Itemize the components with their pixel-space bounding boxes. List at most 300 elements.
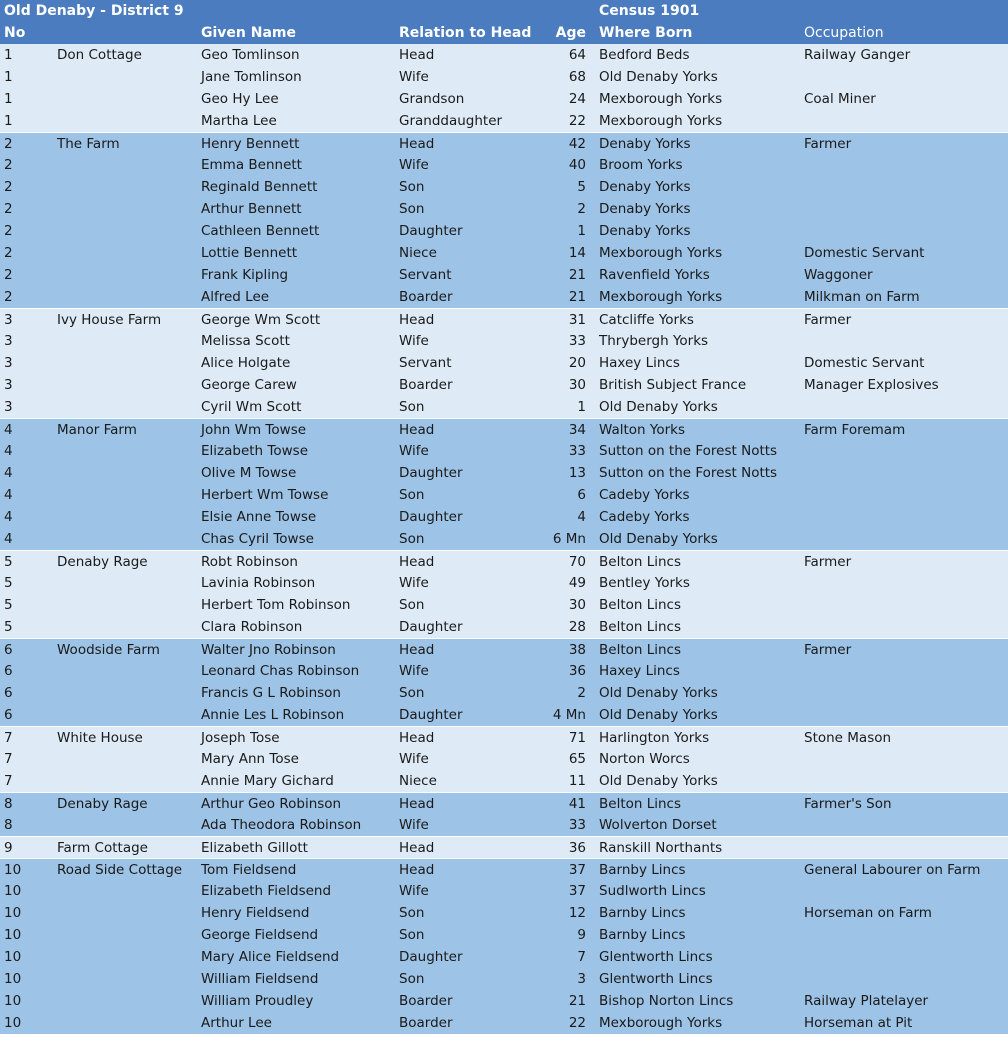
- cell-given-name: Elizabeth Gillott: [201, 840, 308, 856]
- table-row: [0, 726, 1008, 748]
- cell-house: Farm Cottage: [57, 840, 148, 856]
- cell-given-name: Mary Alice Fieldsend: [201, 949, 340, 965]
- cell-relation: Head: [399, 862, 435, 878]
- table-row: [0, 44, 1008, 66]
- cell-given-name: George Wm Scott: [201, 312, 321, 328]
- cell-age: 64: [568, 47, 586, 63]
- cell-given-name: Henry Bennett: [201, 136, 300, 152]
- table-row: [0, 770, 1008, 792]
- cell-where-born: Old Denaby Yorks: [599, 399, 718, 415]
- cell-where-born: Belton Lincs: [599, 796, 682, 812]
- table-row: [0, 176, 1008, 198]
- cell-given-name: Francis G L Robinson: [201, 685, 341, 701]
- cell-no: 7: [4, 730, 13, 746]
- header-no: No: [4, 25, 26, 41]
- cell-given-name: Arthur Geo Robinson: [201, 796, 342, 812]
- table-row: [0, 132, 1008, 154]
- cell-relation: Granddaughter: [399, 113, 503, 129]
- cell-occupation: Horseman on Farm: [804, 905, 932, 921]
- cell-age: 36: [568, 840, 586, 856]
- cell-no: 7: [4, 751, 13, 767]
- table-row: [0, 286, 1008, 308]
- census-rows: [0, 44, 1008, 1034]
- cell-no: 1: [4, 69, 13, 85]
- cell-where-born: Harlington Yorks: [599, 730, 710, 746]
- cell-occupation: Stone Mason: [804, 730, 892, 746]
- cell-no: 6: [4, 685, 13, 701]
- cell-given-name: George Carew: [201, 377, 297, 393]
- cell-house: Denaby Rage: [57, 796, 148, 812]
- cell-no: 2: [4, 223, 13, 239]
- cell-relation: Boarder: [399, 1015, 453, 1031]
- cell-given-name: Herbert Tom Robinson: [201, 597, 351, 613]
- cell-occupation: Farmer: [804, 642, 852, 658]
- cell-age: 5: [577, 179, 586, 195]
- cell-where-born: Belton Lincs: [599, 619, 682, 635]
- cell-relation: Daughter: [399, 619, 463, 635]
- cell-given-name: Annie Les L Robinson: [201, 707, 345, 723]
- table-row: [0, 308, 1008, 330]
- cell-age: 71: [568, 730, 586, 746]
- table-row: [0, 88, 1008, 110]
- cell-where-born: Mexborough Yorks: [599, 289, 723, 305]
- table-row: [0, 836, 1008, 858]
- cell-given-name: Lavinia Robinson: [201, 575, 316, 591]
- cell-house: Woodside Farm: [57, 642, 160, 658]
- cell-given-name: Elsie Anne Towse: [201, 509, 317, 525]
- cell-where-born: Barnby Lincs: [599, 905, 686, 921]
- cell-where-born: Denaby Yorks: [599, 136, 691, 152]
- cell-where-born: Mexborough Yorks: [599, 245, 723, 261]
- cell-relation: Boarder: [399, 289, 453, 305]
- cell-relation: Head: [399, 730, 435, 746]
- cell-relation: Head: [399, 47, 435, 63]
- cell-relation: Wife: [399, 157, 429, 173]
- cell-house: The Farm: [57, 136, 120, 152]
- cell-given-name: Robt Robinson: [201, 554, 298, 570]
- cell-where-born: Barnby Lincs: [599, 927, 686, 943]
- cell-age: 28: [568, 619, 586, 635]
- cell-no: 2: [4, 267, 13, 283]
- cell-age: 37: [568, 883, 586, 899]
- cell-where-born: Cadeby Yorks: [599, 487, 690, 503]
- table-row: [0, 242, 1008, 264]
- cell-no: 8: [4, 817, 13, 833]
- cell-where-born: Ravenfield Yorks: [599, 267, 710, 283]
- table-row: [0, 66, 1008, 88]
- cell-age: 21: [568, 267, 586, 283]
- cell-relation: Wife: [399, 443, 429, 459]
- table-row: [0, 352, 1008, 374]
- cell-age: 4 Mn: [552, 707, 586, 723]
- cell-occupation: Farmer's Son: [804, 796, 892, 812]
- cell-age: 36: [568, 663, 586, 679]
- cell-relation: Son: [399, 487, 425, 503]
- cell-no: 10: [4, 949, 22, 965]
- cell-age: 70: [568, 554, 586, 570]
- cell-relation: Son: [399, 685, 425, 701]
- cell-occupation: Coal Miner: [804, 91, 876, 107]
- cell-occupation: Farm Foremam: [804, 422, 906, 438]
- cell-given-name: William Fieldsend: [201, 971, 319, 987]
- cell-age: 14: [568, 245, 586, 261]
- cell-given-name: Herbert Wm Towse: [201, 487, 329, 503]
- table-row: [0, 396, 1008, 418]
- cell-relation: Head: [399, 312, 435, 328]
- cell-age: 40: [568, 157, 586, 173]
- cell-relation: Niece: [399, 245, 437, 261]
- cell-age: 1: [577, 399, 586, 415]
- cell-given-name: William Proudley: [201, 993, 314, 1009]
- cell-relation: Son: [399, 927, 425, 943]
- cell-given-name: Cyril Wm Scott: [201, 399, 302, 415]
- cell-age: 34: [568, 422, 586, 438]
- cell-where-born: Old Denaby Yorks: [599, 69, 718, 85]
- cell-no: 10: [4, 993, 22, 1009]
- cell-where-born: Catcliffe Yorks: [599, 312, 694, 328]
- header-where-born: Where Born: [599, 25, 693, 41]
- table-row: [0, 198, 1008, 220]
- table-row: [0, 462, 1008, 484]
- cell-where-born: Sudlworth Lincs: [599, 883, 706, 899]
- cell-occupation: Milkman on Farm: [804, 289, 920, 305]
- cell-occupation: Railway Platelayer: [804, 993, 929, 1009]
- cell-given-name: Elizabeth Towse: [201, 443, 308, 459]
- cell-no: 2: [4, 289, 13, 305]
- cell-age: 21: [568, 289, 586, 305]
- header-occupation: Occupation: [804, 25, 884, 41]
- cell-house: Don Cottage: [57, 47, 142, 63]
- cell-age: 20: [568, 355, 586, 371]
- cell-relation: Wife: [399, 883, 429, 899]
- cell-given-name: Geo Tomlinson: [201, 47, 300, 63]
- table-row: [0, 968, 1008, 990]
- cell-no: 7: [4, 773, 13, 789]
- cell-where-born: Wolverton Dorset: [599, 817, 717, 833]
- cell-where-born: Haxey Lincs: [599, 355, 680, 371]
- cell-no: 10: [4, 905, 22, 921]
- cell-age: 7: [577, 949, 586, 965]
- cell-age: 2: [577, 201, 586, 217]
- cell-where-born: Ranskill Northants: [599, 840, 723, 856]
- cell-house: White House: [57, 730, 143, 746]
- cell-no: 3: [4, 377, 13, 393]
- cell-given-name: Olive M Towse: [201, 465, 297, 481]
- cell-where-born: Glentworth Lincs: [599, 971, 713, 987]
- cell-relation: Head: [399, 840, 435, 856]
- table-row: [0, 616, 1008, 638]
- cell-no: 4: [4, 487, 13, 503]
- cell-where-born: Denaby Yorks: [599, 179, 691, 195]
- cell-relation: Niece: [399, 773, 437, 789]
- cell-given-name: Melissa Scott: [201, 333, 290, 349]
- cell-given-name: Joseph Tose: [201, 730, 280, 746]
- cell-age: 22: [568, 1015, 586, 1031]
- cell-no: 1: [4, 113, 13, 129]
- cell-given-name: Ada Theodora Robinson: [201, 817, 362, 833]
- cell-house: Ivy House Farm: [57, 312, 162, 328]
- cell-relation: Boarder: [399, 377, 453, 393]
- cell-house: Manor Farm: [57, 422, 137, 438]
- table-row: [0, 792, 1008, 814]
- table-row: [0, 880, 1008, 902]
- cell-relation: Wife: [399, 751, 429, 767]
- cell-relation: Servant: [399, 355, 452, 371]
- cell-occupation: Farmer: [804, 554, 852, 570]
- cell-given-name: George Fieldsend: [201, 927, 319, 943]
- cell-where-born: Old Denaby Yorks: [599, 685, 718, 701]
- cell-given-name: Mary Ann Tose: [201, 751, 299, 767]
- cell-where-born: Old Denaby Yorks: [599, 531, 718, 547]
- cell-age: 31: [568, 312, 586, 328]
- cell-age: 24: [568, 91, 586, 107]
- table-row: [0, 264, 1008, 286]
- cell-relation: Wife: [399, 817, 429, 833]
- cell-age: 6 Mn: [552, 531, 586, 547]
- cell-where-born: Haxey Lincs: [599, 663, 680, 679]
- cell-relation: Daughter: [399, 509, 463, 525]
- cell-relation: Wife: [399, 333, 429, 349]
- cell-given-name: Alice Holgate: [201, 355, 291, 371]
- cell-where-born: Belton Lincs: [599, 554, 682, 570]
- table-row: [0, 924, 1008, 946]
- table-row: [0, 330, 1008, 352]
- cell-no: 2: [4, 136, 13, 152]
- cell-no: 5: [4, 575, 13, 591]
- cell-given-name: Annie Mary Gichard: [201, 773, 334, 789]
- cell-given-name: Elizabeth Fieldsend: [201, 883, 332, 899]
- cell-occupation: Domestic Servant: [804, 245, 925, 261]
- cell-relation: Son: [399, 597, 425, 613]
- table-row: [0, 814, 1008, 836]
- cell-where-born: Belton Lincs: [599, 642, 682, 658]
- cell-no: 4: [4, 465, 13, 481]
- cell-occupation: Farmer: [804, 136, 852, 152]
- table-row: [0, 660, 1008, 682]
- table-row: [0, 902, 1008, 924]
- cell-relation: Son: [399, 399, 425, 415]
- cell-no: 1: [4, 47, 13, 63]
- cell-where-born: Sutton on the Forest Notts: [599, 465, 778, 481]
- table-row: [0, 154, 1008, 176]
- cell-where-born: Thrybergh Yorks: [599, 333, 709, 349]
- cell-relation: Head: [399, 422, 435, 438]
- cell-where-born: British Subject France: [599, 377, 747, 393]
- cell-age: 33: [568, 333, 586, 349]
- cell-where-born: Old Denaby Yorks: [599, 773, 718, 789]
- cell-house: Denaby Rage: [57, 554, 148, 570]
- cell-no: 3: [4, 399, 13, 415]
- cell-age: 9: [577, 927, 586, 943]
- table-row: [0, 220, 1008, 242]
- table-row: [0, 638, 1008, 660]
- cell-age: 22: [568, 113, 586, 129]
- cell-where-born: Glentworth Lincs: [599, 949, 713, 965]
- cell-given-name: Reginald Bennett: [201, 179, 318, 195]
- cell-age: 42: [568, 136, 586, 152]
- cell-given-name: Lottie Bennett: [201, 245, 298, 261]
- cell-no: 5: [4, 554, 13, 570]
- cell-age: 65: [568, 751, 586, 767]
- cell-no: 1: [4, 91, 13, 107]
- cell-where-born: Bentley Yorks: [599, 575, 690, 591]
- cell-relation: Son: [399, 531, 425, 547]
- header-given-name: Given Name: [201, 25, 296, 41]
- cell-age: 3: [577, 971, 586, 987]
- cell-where-born: Mexborough Yorks: [599, 1015, 723, 1031]
- cell-given-name: Geo Hy Lee: [201, 91, 279, 107]
- table-row: [0, 418, 1008, 440]
- cell-age: 1: [577, 223, 586, 239]
- cell-relation: Servant: [399, 267, 452, 283]
- table-row: [0, 946, 1008, 968]
- cell-given-name: Emma Bennett: [201, 157, 302, 173]
- table-row: [0, 572, 1008, 594]
- cell-where-born: Mexborough Yorks: [599, 91, 723, 107]
- cell-no: 10: [4, 971, 22, 987]
- cell-no: 10: [4, 927, 22, 943]
- cell-relation: Head: [399, 554, 435, 570]
- cell-no: 4: [4, 531, 13, 547]
- cell-age: 12: [568, 905, 586, 921]
- cell-where-born: Sutton on the Forest Notts: [599, 443, 778, 459]
- cell-no: 4: [4, 422, 13, 438]
- cell-no: 3: [4, 355, 13, 371]
- cell-age: 30: [568, 597, 586, 613]
- cell-no: 3: [4, 312, 13, 328]
- cell-house: Road Side Cottage: [57, 862, 183, 878]
- cell-no: 2: [4, 245, 13, 261]
- cell-given-name: Arthur Lee: [201, 1015, 272, 1031]
- cell-given-name: Cathleen Bennett: [201, 223, 320, 239]
- cell-age: 30: [568, 377, 586, 393]
- cell-given-name: Clara Robinson: [201, 619, 303, 635]
- cell-occupation: Waggoner: [804, 267, 873, 283]
- cell-no: 10: [4, 862, 22, 878]
- cell-relation: Son: [399, 905, 425, 921]
- cell-age: 21: [568, 993, 586, 1009]
- cell-no: 9: [4, 840, 13, 856]
- cell-where-born: Mexborough Yorks: [599, 113, 723, 129]
- cell-age: 68: [568, 69, 586, 85]
- cell-no: 10: [4, 1015, 22, 1031]
- cell-relation: Son: [399, 179, 425, 195]
- cell-no: 5: [4, 619, 13, 635]
- table-row: [0, 484, 1008, 506]
- cell-where-born: Barnby Lincs: [599, 862, 686, 878]
- cell-age: 38: [568, 642, 586, 658]
- cell-age: 49: [568, 575, 586, 591]
- cell-relation: Daughter: [399, 465, 463, 481]
- table-row: [0, 1012, 1008, 1034]
- table-row: [0, 748, 1008, 770]
- header-relation: Relation to Head: [399, 25, 532, 41]
- cell-given-name: John Wm Towse: [201, 422, 307, 438]
- cell-relation: Son: [399, 971, 425, 987]
- cell-relation: Wife: [399, 69, 429, 85]
- table-row: [0, 704, 1008, 726]
- cell-occupation: Domestic Servant: [804, 355, 925, 371]
- cell-no: 3: [4, 333, 13, 349]
- cell-relation: Son: [399, 201, 425, 217]
- cell-occupation: Railway Ganger: [804, 47, 911, 63]
- cell-where-born: Bishop Norton Lincs: [599, 993, 734, 1009]
- cell-occupation: Farmer: [804, 312, 852, 328]
- cell-no: 6: [4, 663, 13, 679]
- cell-where-born: Bedford Beds: [599, 47, 690, 63]
- cell-age: 37: [568, 862, 586, 878]
- cell-occupation: Horseman at Pit: [804, 1015, 913, 1031]
- table-row: [0, 374, 1008, 396]
- cell-given-name: Chas Cyril Towse: [201, 531, 314, 547]
- cell-no: 8: [4, 796, 13, 812]
- table-row: [0, 506, 1008, 528]
- table-row: [0, 858, 1008, 880]
- cell-age: 4: [577, 509, 586, 525]
- cell-no: 2: [4, 179, 13, 195]
- cell-age: 13: [568, 465, 586, 481]
- cell-no: 2: [4, 201, 13, 217]
- cell-given-name: Arthur Bennett: [201, 201, 302, 217]
- cell-given-name: Henry Fieldsend: [201, 905, 310, 921]
- cell-where-born: Denaby Yorks: [599, 223, 691, 239]
- cell-age: 2: [577, 685, 586, 701]
- cell-where-born: Belton Lincs: [599, 597, 682, 613]
- cell-no: 4: [4, 509, 13, 525]
- cell-age: 11: [568, 773, 586, 789]
- cell-no: 2: [4, 157, 13, 173]
- cell-given-name: Leonard Chas Robinson: [201, 663, 360, 679]
- table-row: [0, 990, 1008, 1012]
- cell-given-name: Tom Fieldsend: [201, 862, 297, 878]
- cell-age: 33: [568, 817, 586, 833]
- cell-where-born: Denaby Yorks: [599, 201, 691, 217]
- cell-no: 6: [4, 642, 13, 658]
- cell-no: 4: [4, 443, 13, 459]
- cell-age: 33: [568, 443, 586, 459]
- cell-given-name: Frank Kipling: [201, 267, 289, 283]
- cell-age: 6: [577, 487, 586, 503]
- sheet-title: Old Denaby - District 9: [4, 3, 184, 19]
- cell-relation: Wife: [399, 575, 429, 591]
- cell-no: 10: [4, 883, 22, 899]
- column-header-row: [0, 22, 1008, 44]
- title-row: [0, 0, 1008, 22]
- cell-where-born: Walton Yorks: [599, 422, 686, 438]
- table-row: [0, 682, 1008, 704]
- cell-given-name: Martha Lee: [201, 113, 277, 129]
- table-row: [0, 550, 1008, 572]
- header-age: Age: [555, 25, 586, 41]
- cell-relation: Daughter: [399, 223, 463, 239]
- cell-no: 5: [4, 597, 13, 613]
- cell-relation: Grandson: [399, 91, 465, 107]
- cell-given-name: Walter Jno Robinson: [201, 642, 336, 658]
- cell-occupation: General Labourer on Farm: [804, 862, 981, 878]
- cell-where-born: Cadeby Yorks: [599, 509, 690, 525]
- table-row: [0, 110, 1008, 132]
- cell-where-born: Norton Worcs: [599, 751, 690, 767]
- table-row: [0, 440, 1008, 462]
- cell-relation: Boarder: [399, 993, 453, 1009]
- census-title: Census 1901: [599, 3, 700, 19]
- cell-relation: Head: [399, 642, 435, 658]
- cell-relation: Daughter: [399, 707, 463, 723]
- cell-given-name: Alfred Lee: [201, 289, 270, 305]
- cell-relation: Head: [399, 796, 435, 812]
- cell-relation: Head: [399, 136, 435, 152]
- table-row: [0, 594, 1008, 616]
